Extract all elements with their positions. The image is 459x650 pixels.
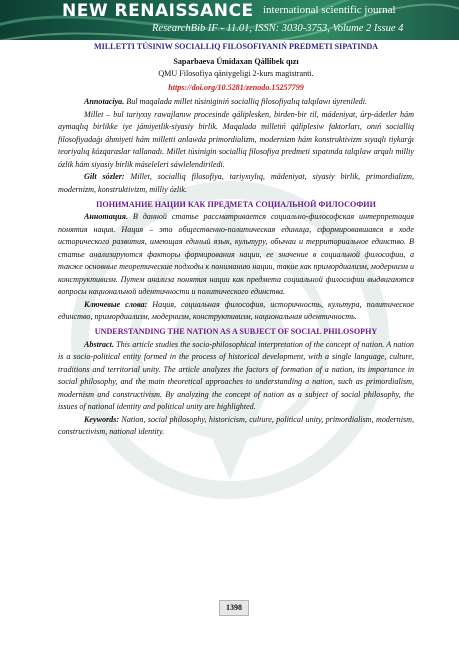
en-title: UNDERSTANDING THE NATION AS A SUBJECT OF SOCIAL PHILOSOPHY — [94, 327, 378, 337]
article-title: MILLETTI TÚSINIW SOCIALLIQ FILOSOFIYANIŃ PREDMETI SIPATINDA — [93, 42, 379, 51]
en-abstract-text: This article studies the socio-philosophical interpretation of the concept of nation. A nation is a socio-political entity formed in the process of historical development, with a single language, culture, traditions and territorial unity. The article analyzes the factors of formation of a nation, its importance in social philosophy, and the main theoretical approaches to understanding a nation, such as primordialism, modernism and constructivism. By analyzing the concept of nation as a subject of social philosophy, the issues of national identity and political unity are highlighted. — [58, 339, 414, 412]
journal-name: NEW RENAISSANCE — [62, 1, 254, 21]
ru-title: ПОНИМАНИЕ НАЦИИ КАК ПРЕДМЕТА СОЦИАЛЬНОЙ ФИЛОСОФИИ — [96, 199, 376, 209]
author-affiliation: QMU Filosofiya qániygeligi 2-kurs magistranti. — [158, 69, 314, 79]
journal-issn-line: ResearchBib IF - 11.01, ISSN: 3030-3753, Volume 2 Issue 4 — [152, 23, 404, 34]
kk-annotation-label: Annotaciya. — [84, 97, 125, 107]
journal-header-banner — [0, 0, 459, 40]
kk-keywords — [58, 171, 414, 196]
doi-link[interactable]: https://doi.org/10.5281/zenodo.15257799 — [168, 82, 304, 92]
kk-keywords-text: Millet, socialliq filosofiya, tariyxıylıq, mádeniyat, siyasiy birlik, primordializm, modernizm, konstruktivizm, milliy ózlik. — [58, 172, 415, 195]
journal-subtitle: international scientific journal — [263, 4, 396, 16]
en-keywords-text: Nation, social philosophy, historicism, culture, political unity, primordialism, modernism, constructivism, national identity. — [58, 414, 414, 437]
kk-annotation-body: Millet – bul tariyxıy rawajlanıw procesinde qáliplesken, birden-bir til, mádeniyat, úrp-ádetler hám aymaqlıq birlikke iye jámiyetlik-siyasiy birlik. Maqalada milletiń qáliplesiw faktorları, onıń socialliq filosofiyadaǵı áhmiyeti hám milletti anlawda primordializm, modernizm hám konstruktivizm sıyaqlı tiykarǵı teoriyalıq kózqaraslar tallanadı. Millet túsinigin socialliq filosofiya predmeti sıpatında talqılaw arqalı milliy ózlik hám siyasiy birlik máseleleri sáwlelendiriledi. — [58, 109, 414, 169]
ru-annotation-text: В данной статье рассматривается социально-философская интерпретация понятия нация. Нация – это общественно-политическая единица, сформировавшаяся в ходе исторического развития, имеющая единый язык, культуру, обычаи и территориальное единство. В статье анализируются факторы формирования нации, ее значение в социальной философии, а также основные теоретические подходы к пониманию нации, такие как примордиализм, модернизм и конструктивизм. Путем анализа понятия нации как предмета социальной философии выдвигаются вопросы национальной идентичности и политического единства. — [58, 212, 414, 297]
ru-annotation — [58, 211, 414, 299]
kk-annotation-text: Bul maqalada millet túsiniginiń socialliq filosofiyalıq talqılawı úyreniledi. — [126, 97, 367, 107]
article-body — [58, 40, 414, 439]
ru-keywords — [58, 299, 414, 324]
kk-annotation — [58, 96, 414, 109]
ru-keywords-label: Ключевые слова: — [84, 299, 148, 309]
en-keywords — [58, 414, 414, 439]
en-keywords-label: Keywords: — [84, 414, 120, 424]
ru-annotation-label: Аннотация. — [84, 212, 128, 222]
en-abstract — [58, 339, 414, 414]
kk-keywords-label: Gilt sózler: — [84, 172, 125, 182]
page-number: 1398 — [219, 600, 249, 616]
ru-keywords-text: Нация, социальная философия, историчность, культура, политическое единство, примордиализм, модернизм, конструктивизм, национальная идентичность. — [58, 299, 414, 322]
en-abstract-label: Abstract. — [84, 339, 114, 349]
author-name: Saparbaeva Úmidaxan Qállibek qızı — [173, 56, 299, 66]
